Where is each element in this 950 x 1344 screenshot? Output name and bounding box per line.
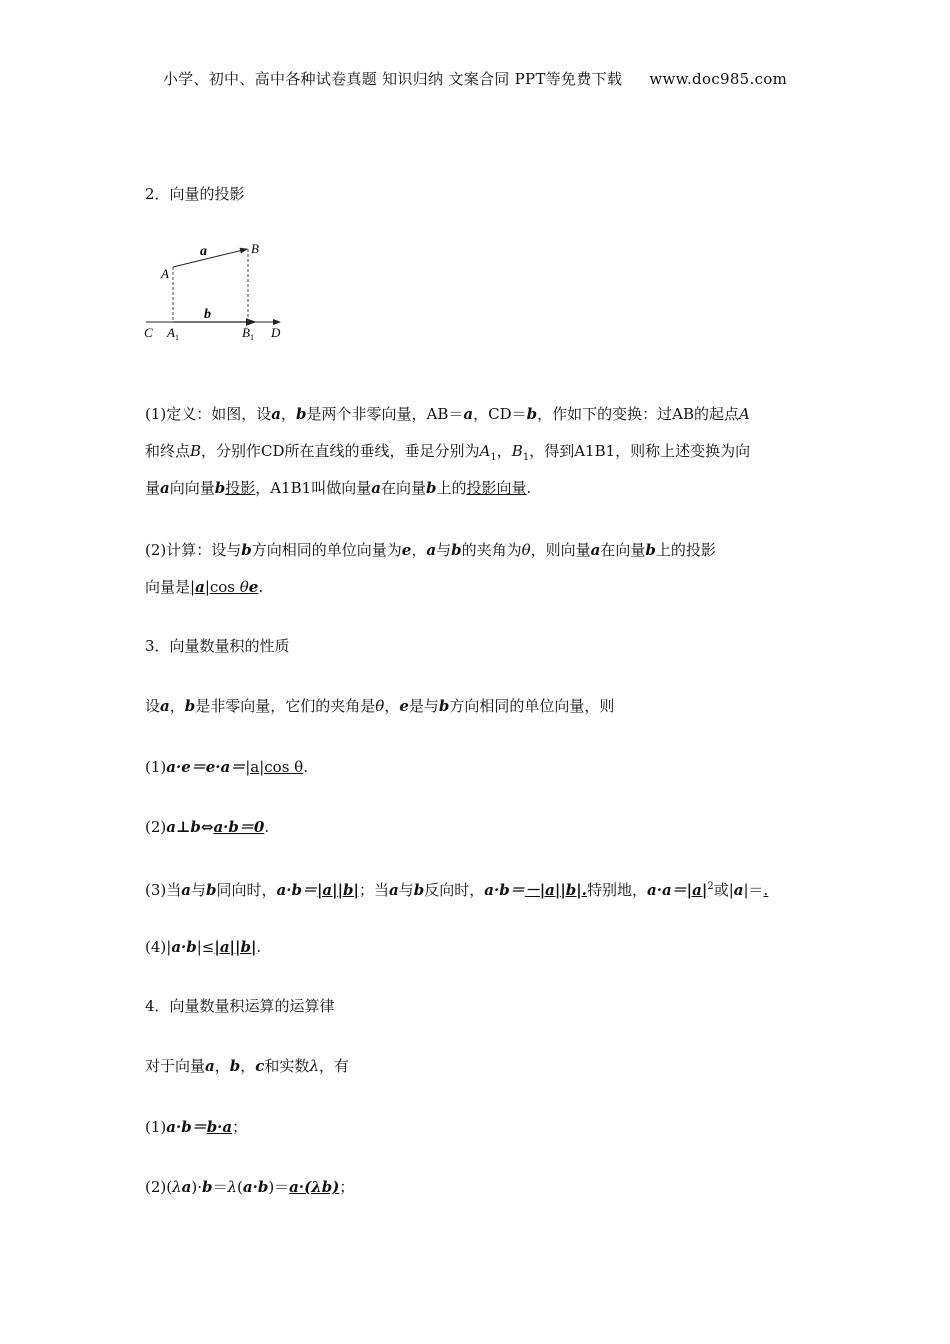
projection-figure [138,236,298,346]
section-3-title: 3．向量数量积的性质 [145,637,290,655]
label-b: b [204,307,211,322]
answer-property-3c: |a| [686,881,708,899]
label-C: C [144,325,153,340]
property-3: (3)当a与b同向时，a·b＝|a||b|；当a与b反向时，a·b＝－|a||b|.特别地，$a\cdot a=|a|^2$或|a|＝. [145,881,769,899]
answer-property-2: a·b＝0 [213,818,265,836]
answer-property-1: |a|cos θ [245,758,304,776]
answer-projection-vector: 投影向量 [466,479,527,497]
property-1: (1)a·e＝e·a＝|a|cos θ. [145,758,308,776]
section-4-title: 4．向量数量积运算的运算律 [145,997,335,1015]
answer-property-3b: －|a||b|. [524,881,587,899]
calculation-line-2: 向量是|a|cos θe. [145,578,264,596]
answer-property-3a: |a||b| [316,881,359,899]
answer-projection-formula: |a|cos θe [190,578,259,596]
label-A: A [161,266,169,281]
vector-a-arrow [173,249,247,267]
page-header [0,68,950,89]
section-2-title: 2．向量的投影 [145,185,245,203]
answer-law-1: b·a [206,1118,233,1136]
definition-line-1: (1)定义：如图，设a，b是两个非零向量，AB＝a，CD＝b，作如下的变换：过AB的起点A [145,405,750,423]
property-4: (4)|a·b|≤|a||b|. [145,938,262,956]
label-B: B [251,241,259,256]
header-site[interactable]: www.doc985.com [649,70,788,88]
answer-law-2: a·(λb) [289,1178,340,1196]
label-D: D [271,325,281,340]
section-4-intro: 对于向量a，b，c和实数λ，有 [145,1057,349,1075]
label-a: a [200,244,207,259]
law-2: (2)(λa)·b＝λ(a·b)＝a·(λb)； [145,1178,355,1196]
definition-line-2: 和终点B，分别作CD所在直线的垂线，垂足分别为$A_1$，$B_1$，得到A1B1，则称上述变换为向 [145,442,751,463]
label-B1: $B_1$ [242,325,254,342]
label-A1: $A_1$ [167,325,179,342]
law-1: (1)a·b＝b·a； [145,1118,248,1136]
property-2: (2)a⊥b⇔a·b＝0. [145,818,270,836]
section-3-intro: 设a，b是非零向量，它们的夹角是θ，e是与b方向相同的单位向量，则 [145,697,615,715]
header-text: 小学、初中、高中各种试卷真题 知识归纳 文案合同 PPT等免费下载 [162,70,623,88]
calculation-line-1: (2)计算：设与b方向相同的单位向量为e，a与b的夹角为θ，则向量a在向量b上的投影 [145,541,716,559]
definition-line-3: 量a向向量b投影，A1B1叫做向量a在向量b上的投影向量. [145,479,532,497]
answer-property-4: |a||b| [214,938,257,956]
answer-property-3d: . [763,881,769,899]
answer-projection: 投影 [225,479,256,497]
